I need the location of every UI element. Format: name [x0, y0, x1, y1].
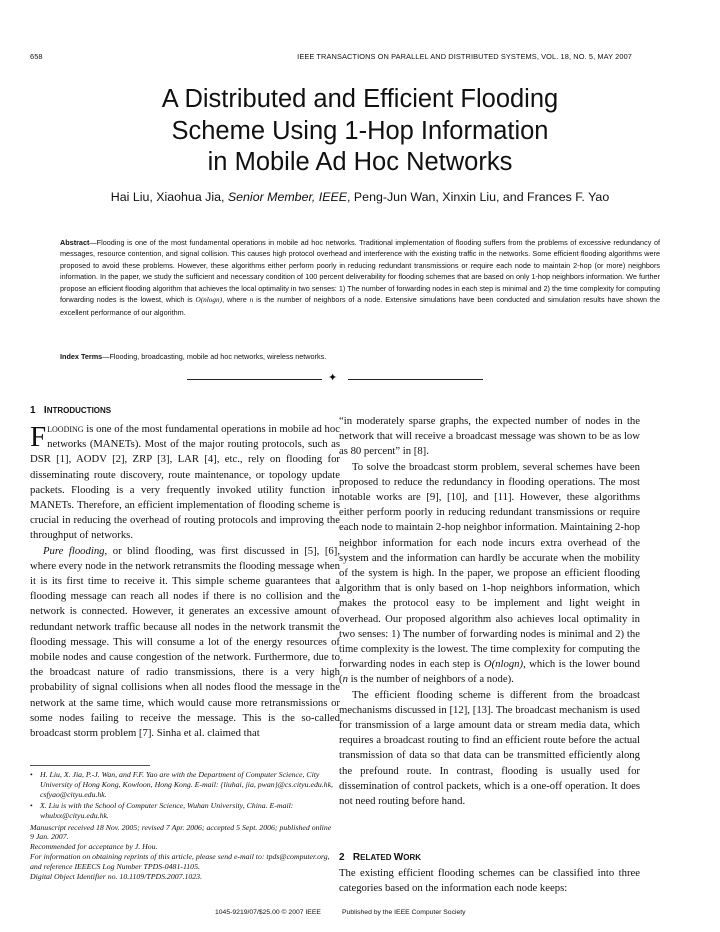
paragraph-5: The efficient flooding scheme is different from the broadcast mechanisms discussed in [12], [13]. The broadcast mechanism is used for transmission of a large amount data or stream media data, which requires a broadcast routing to find an efficient route before the actual transmission of data so that data can be transmitted efficiently along the prefound route. In contrast, flooding is usually used for dissemination of control packets, which is a one-off operation. It does not need routing before hand.: [339, 688, 640, 808]
reprints-info: For information on obtaining reprints of this article, please send e-mail to: tpds@computer.org, and reference IEEECS Log Number TPDS-0481-1105.: [30, 852, 330, 872]
footnote-2-text: X. Liu is with the School of Computer Science, Wuhan University, China. E-mail: whulxx@cityu.edu.hk.: [40, 800, 294, 820]
math-n: n: [342, 673, 348, 686]
right-column: [339, 414, 640, 809]
abstract-math-n: n: [249, 296, 254, 305]
publisher-line: Published by the IEEE Computer Society: [342, 909, 466, 916]
author-role: Senior Member, IEEE: [227, 190, 348, 204]
drop-cap: F: [30, 421, 47, 453]
diamond-icon: ✦: [328, 372, 338, 384]
index-terms: [60, 352, 660, 361]
copyright-line: 1045-9219/07/$25.00 © 2007 IEEE: [215, 909, 321, 916]
footnote-affiliation-1: [30, 770, 335, 800]
section-2-body: [339, 866, 640, 896]
doi: Digital Object Identifier no. 10.1109/TPDS.2007.1023.: [30, 872, 203, 882]
section-1-initial: I: [43, 405, 47, 416]
footnote-affiliation-2: [30, 801, 335, 821]
term-pure-flooding: Pure flooding: [43, 544, 105, 557]
section-2-heading: [339, 852, 421, 863]
journal-header: IEEE TRANSACTIONS ON PARALLEL AND DISTRIBUTED SYSTEMS, VOL. 18, NO. 5, MAY 2007: [297, 52, 632, 61]
authors-part-1: Hai Liu, Xiaohua Jia,: [110, 190, 228, 204]
abstract-text-3: is the number of neighbors of a node. Extensive simulations have been conducted and simulation results have shown the excellent performance of our algorithm.: [60, 295, 660, 317]
bullet-icon: •: [30, 800, 33, 810]
lead-smallcaps: LOODING: [47, 425, 84, 434]
paragraph-2-text: , or blind flooding, was first discussed in [5], [6], where every node in the network retransmits the flooding message when it is its first time to receive it. This simple scheme guarantees that a flooding message can reach all nodes if there is no collision and the network is connected. However, it generates an excessive amount of redundant network traffic because all nodes in the network transmit the flooding message. This will consume a lot of the energy resources of mobile nodes and cause congestion of the network. Furthermore, due to the broadcast nature of radio transmissions, there is a very high probability of signal collisions when all nodes flood the message in the network at the same time, which would cause more retransmissions or some nodes failing to receive the message. This is the so-called broadcast storm problem [7]. Sinha et al. claimed that: [30, 544, 340, 740]
paragraph-4-mid: , which is the lower bound (: [339, 658, 640, 686]
section-divider: [187, 372, 483, 385]
section-2-initial: R: [352, 852, 361, 863]
paragraph-1-text: is one of the most fundamental operations in mobile ad hoc networks (MANETs). Most of the major routing protocols, such as DSR [1], AODV [2], ZRP [3], LAR [4], etc., rely on flooding for disseminating route discovery, route maintenance, or topology update packets. Flooding is a very frequently invoked utility function in MANETs. Therefore, an efficient implementation of flooding scheme is crucial in reducing the overhead of routing protocols and improving the throughput of networks.: [30, 423, 340, 542]
abstract: [60, 237, 660, 318]
left-column: [30, 422, 340, 741]
footnotes: [30, 770, 335, 882]
title-line-3: in Mobile Ad Hoc Networks: [207, 148, 513, 176]
divider-line-left: [187, 379, 322, 380]
abstract-math: O(nlogn): [195, 296, 223, 305]
paragraph-6: The existing efficient flooding schemes can be classified into three categories based on the information each node keeps:: [339, 867, 640, 895]
paper-title: [40, 84, 680, 179]
paragraph-4-end: is the number of neighbors of a node).: [347, 673, 514, 686]
section-1-title: NTRODUCTIONS: [46, 406, 112, 415]
page-number: 658: [30, 52, 43, 61]
footnote-rule: [30, 765, 150, 766]
running-header: [30, 52, 632, 64]
paragraph-3: “in moderately sparse graphs, the expected number of nodes in the network that will receive a broadcast message was shown to be as low as 80 percent” in [8].: [339, 415, 640, 458]
section-1-number: 1: [30, 405, 36, 416]
paragraph-1: [30, 422, 340, 544]
authors-part-2: , Peng-Jun Wan, Xinxin Liu, and Frances F. Yao: [347, 190, 610, 204]
paragraph-2: [30, 544, 340, 742]
index-terms-label: Index Terms: [60, 352, 103, 361]
section-2-number: 2: [339, 852, 345, 863]
abstract-text-1: —Flooding is one of the most fundamental operations in mobile ad hoc networks. Traditional implementation of flooding suffers from the problems of excessive redundancy of messages, resource contention, and signal collision. This causes high protocol overhead and interference with the existing traffic in the networks. Some efficient flooding algorithms were proposed to avoid these problems. However, these algorithms either perform poorly in reducing redundant transmissions or require each node to maintain 2-hop (or more) neighbors information. In the paper, we study the sufficient and necessary condition of 100 percent deliverability for flooding schemes that are based on only 1-hop neighbors information. We further propose an efficient flooding algorithm that achieves the local optimality in two senses: 1) The number of forwarding nodes in each step is minimal and 2) the time complexity for computing forwarding nodes is the lowest, which is: [60, 238, 660, 305]
paragraph-4: [339, 460, 640, 688]
complexity-math: O(nlogn): [483, 658, 524, 671]
divider-line-right: [348, 379, 483, 380]
author-list: [30, 190, 690, 204]
section-2-title-2: ORK: [403, 853, 422, 862]
index-terms-text: —Flooding, broadcasting, mobile ad hoc networks, wireless networks.: [102, 352, 327, 361]
bullet-icon: •: [30, 770, 33, 779]
section-1-heading: [30, 405, 111, 416]
abstract-label: Abstract: [60, 238, 90, 247]
section-2-title-1: ELATED: [360, 853, 394, 862]
title-line-1: A Distributed and Efficient Flooding: [161, 85, 559, 113]
manuscript-dates: Manuscript received 18 Nov. 2005; revised 7 Apr. 2006; accepted 5 Sept. 2006; published online 9 Jan. 2007.: [30, 822, 332, 842]
recommended-by: Recommended for acceptance by J. Hou.: [30, 842, 158, 852]
section-2-initial-2: W: [393, 852, 404, 863]
title-line-2: Scheme Using 1-Hop Information: [171, 116, 549, 145]
paragraph-4-text: To solve the broadcast storm problem, several schemes have been proposed to reduce the redundancy in flooding operations. The most notable works are [9], [10], and [11]. However, these algorithms either perform poorly in reducing redundant transmissions or require each node to maintain 2-hop neighbor information. Maintaining 2-hop neighbor information for each node incurs extra overhead of the system and the information can hardly be accurate when the mobility of the system is high. In the paper, we propose an efficient flooding algorithm that is only based on 1-hop neighbors information, which makes the protocol easy to be implement and light weight in overhead. Our proposed algorithm also achieves local optimality in two senses: 1) The number of forwarding nodes is minimal and 2) the time complexity is the lowest. The time complexity for computing the forwarding nodes in each step is: [339, 460, 640, 671]
footnote-1-text: H. Liu, X. Jia, P.-J. Wan, and F.F. Yao are with the Department of Computer Science, City University of Hong Kong, Kowloon, Hong Kong. E-mail: {liuhai, jia, pwan}@cs.cityu.edu.hk, csfyao@cityu.edu.hk.: [40, 770, 333, 799]
abstract-text-2: , where: [222, 295, 250, 305]
